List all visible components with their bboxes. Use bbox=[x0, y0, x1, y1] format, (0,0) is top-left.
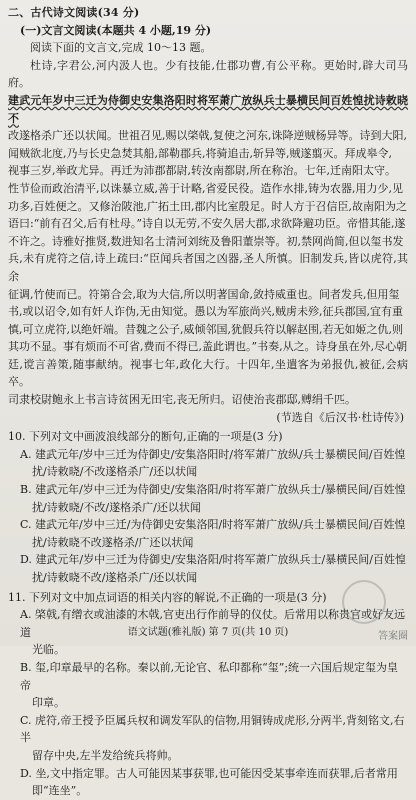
q10-option-d-cont: 扰/诗敕晓不改/遂格杀广/还以状闻 bbox=[32, 571, 198, 584]
passage-line: 性节俭而政治清平,以诛暴立威,善于计略,省爱民役。造作水排,铸为农器,用力少,见 bbox=[8, 181, 403, 195]
passage-line: 兵,未有虎符之信,诗上疏曰:“臣闻兵者国之凶器,圣人所慎。旧制发兵,皆以虎符,其余 bbox=[8, 252, 408, 283]
q10-option-a-cont: 扰/诗敕晓/不改遂格杀广/还以状闻 bbox=[32, 465, 198, 479]
question-11-stem: 11. 下列对文中加点词语的相关内容的解说,不正确的一项是(3 分) bbox=[8, 590, 327, 604]
instruction: 阅读下面的文言文,完成 10～13 题。 bbox=[30, 41, 212, 55]
passage-line: 改遂格杀广还以状闻。世祖召见,赐以棨戟,复使之河东,诛降逆贼杨异等。诗到大阳, bbox=[8, 129, 407, 143]
subsection-heading: (一)文言文阅读(本题共 4 小题,19 分) bbox=[20, 23, 212, 37]
q11-option-d-cont: 即“连坐”。 bbox=[32, 784, 88, 798]
passage-line: 其功不显。事有烦而不可省,费而不得已,盖此谓也。”书奏,从之。诗身虽在外,尽心朝 bbox=[8, 340, 408, 354]
q11-option-a-cont: 光临。 bbox=[32, 643, 65, 657]
passage-line: 书,或以诏令,如有奸人诈伪,无由知觉。愚以为军旅尚兴,贼虏未殄,征兵郡国,宜有重 bbox=[8, 305, 403, 319]
q10-option-d[interactable]: D. 建武元年/岁中三迁为侍御史/安集洛阳/时将军萧广放纵兵士/暴横民间/百姓惶 bbox=[20, 553, 406, 567]
q11-option-a[interactable]: A. 棨戟,有缯衣或油漆的木戟,官吏出行作前导的仪仗。后常用以称贵官或好友远道 bbox=[20, 608, 405, 639]
passage-line: 语曰:“前有召父,后有杜母。”诗自以无劳,不安久居大郡,求欲降避功臣。帝惜其能,遂 bbox=[8, 217, 406, 231]
passage-line: 视事三岁,举政尤异。再迁为沛郡都尉,转汝南都尉,所在称治。七年,迁南阳太守。 bbox=[8, 164, 396, 178]
q10-option-c-cont: 扰/诗敕晓不改遂格杀/广还以状闻 bbox=[32, 535, 194, 549]
section-heading bbox=[8, 4, 408, 22]
section-title: 二、古代诗文阅读 bbox=[8, 6, 98, 19]
q10-option-c[interactable]: C. 建武元年/岁中三迁/为侍御史安集洛阳/时将军萧广放纵/兵士暴横民间/百姓惶 bbox=[20, 518, 406, 532]
page-footer: 语文试题(雅礼版) 第 7 页(共 10 页) bbox=[127, 627, 289, 639]
question-11 bbox=[8, 589, 408, 800]
passage-line: 廷,谠言善策,随事献纳。视事七年,政化大行。十四年,坐遣客为弟报仇,被征,会病卒。 bbox=[8, 357, 408, 389]
watermark-text: 答案圈 bbox=[378, 631, 408, 643]
passage-source: (节选自《后汉书·杜诗传》) bbox=[276, 410, 404, 424]
q10-option-b[interactable]: B. 建武元年/岁中三迁为侍御史/安集洛阳/时将军萧广放纵兵士/暴横民间/百姓惶 bbox=[20, 483, 406, 497]
passage-line: 慎,可立虎符,以绝奸端。昔魏之公子,威倾邻国,犹假兵符以解赵围,若无如姬之仇,则 bbox=[8, 322, 403, 336]
q11-option-c[interactable]: C. 虎符,帝王授予臣属兵权和调发军队的信物,用铜铸成虎形,分两半,背刻铭文,右半 bbox=[20, 713, 405, 745]
section-points: (34 分) bbox=[97, 6, 140, 19]
passage-line: 不许之。诗雅好推贤,数进知名士清河刘统及鲁阳董崇等。初,禁网尚简,但以玺书发 bbox=[8, 234, 404, 248]
passage-line: 功多,百姓便之。又修治陂池,广拓土田,郡内比室殷足。时人方于召信臣,故南阳为之 bbox=[8, 199, 407, 213]
passage-line: 征调,竹使而已。符第合会,取为大信,所以明著国命,敛持威重也。间者发兵,但用玺 bbox=[8, 287, 400, 301]
passage-line-underlined: 建武元年岁中三迁为侍御史安集洛阳时将军萧广放纵兵士暴横民间百姓惶扰诗敕晓不 bbox=[8, 93, 408, 125]
q11-option-b[interactable]: B. 玺,印章最早的名称。秦以前,无论官、私印都称“玺”;统一六国后规定玺为皇帝 bbox=[20, 660, 399, 692]
q11-option-d[interactable]: D. 坐,文中指定罪。古人可能因某事获罪,也可能因受某事牵连而获罪,后者常用 bbox=[20, 766, 398, 780]
question-10 bbox=[8, 428, 408, 586]
passage-line: 司隶校尉鲍永上书言诗贫困无田宅,丧无所归。诏使治丧郡邸,赙绢千匹。 bbox=[8, 393, 356, 407]
passage bbox=[8, 57, 408, 409]
passage-line: 闻贼欲北度,乃与长史急焚其船,部勒郡兵,将骑追击,斩异等,贼遂翦灭。拜成皋令, bbox=[8, 146, 392, 160]
passage-line: 杜诗,字君公,河内汲人也。少有技能,仕郡功曹,有公平称。更始时,辟大司马府。 bbox=[8, 58, 408, 90]
q11-option-c-cont: 留存中央,左半发给统兵将帅。 bbox=[32, 748, 179, 762]
q10-option-b-cont: 扰/诗敕晓/不改/遂格杀广/还以状闻 bbox=[32, 500, 201, 514]
watermark-stamp-icon bbox=[342, 580, 386, 624]
q10-option-a[interactable]: A. 建武元年/岁中三迁为侍御史/安集洛阳时/将军萧广放纵/兵士暴横民间/百姓惶 bbox=[20, 447, 406, 461]
q11-option-b-cont: 印章。 bbox=[32, 696, 65, 710]
question-10-stem: 10. 下列对文中画波浪线部分的断句,正确的一项是(3 分) bbox=[8, 430, 283, 444]
